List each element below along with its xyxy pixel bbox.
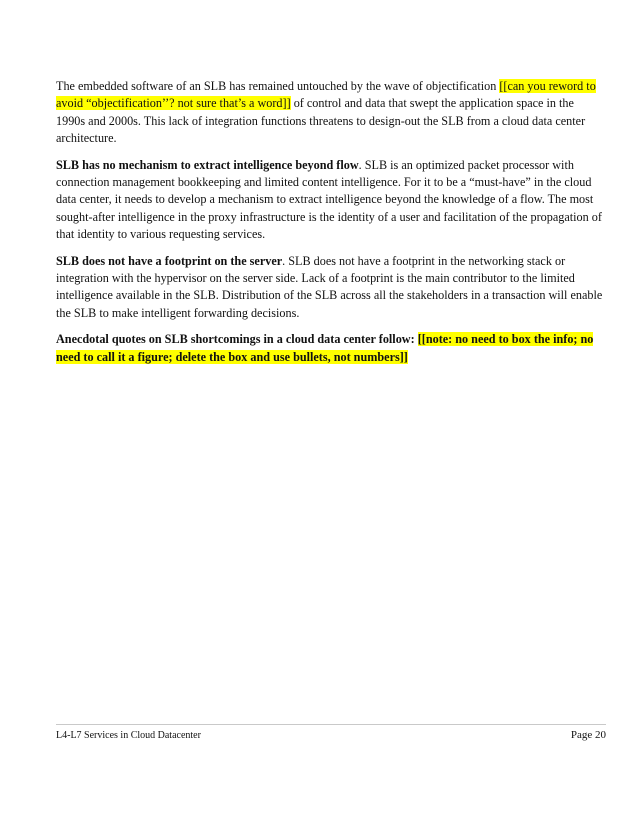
document-body <box>56 78 606 375</box>
paragraph-heading: Anecdotal quotes on SLB shortcomings in a cloud data center follow: <box>56 332 418 347</box>
footer-title: L4-L7 Services in Cloud Datacenter <box>56 730 201 741</box>
paragraph-text: . SLB is an optimized packet processor with connection management bookkeeping and limited content intelligence. For it to be a “must-have” in the cloud data center, it needs to develop a mechanism to extract intelligence beyond the knowledge of a flow. The most sought-after intelligence in the proxy infrastructure is the identity of a user and facilitation of the propagation of that identity to various requesting services. <box>56 157 602 242</box>
paragraph-heading: SLB has no mechanism to extract intelligence beyond flow <box>56 157 359 172</box>
paragraph-anecdotal-quotes <box>56 331 606 366</box>
paragraph-text: . SLB does not have a footprint in the networking stack or integration with the hypervisor on the server side. Lack of a footprint is the main contributor to the limited intelligence available in the SLB. Distribution of the SLB across all the stakeholders in a transaction will enable the SLB to make intelligent forwarding decisions. <box>56 253 603 320</box>
editor-comment-highlight: [[can you reword to avoid “objectification’’? not sure that’s a word]] <box>56 79 596 111</box>
page-number: Page 20 <box>570 729 606 741</box>
paragraph-heading: SLB does not have a footprint on the server <box>56 253 283 268</box>
paragraph-text: The embedded software of an SLB has remained untouched by the wave of objectification <box>56 79 500 93</box>
paragraph-no-mechanism <box>56 157 606 244</box>
paragraph-text: of control and data that swept the application space in the 1990s and 2000s. This lack of integration functions threatens to design-out the SLB from a cloud data center architecture. <box>56 96 586 146</box>
paragraph-no-footprint <box>56 253 606 323</box>
paragraph-objectification <box>56 78 606 148</box>
page-footer <box>56 724 606 742</box>
editor-comment-highlight: [[note: no need to box the info; no need to call it a figure; delete the box and use bullets, not numbers]] <box>56 332 594 364</box>
